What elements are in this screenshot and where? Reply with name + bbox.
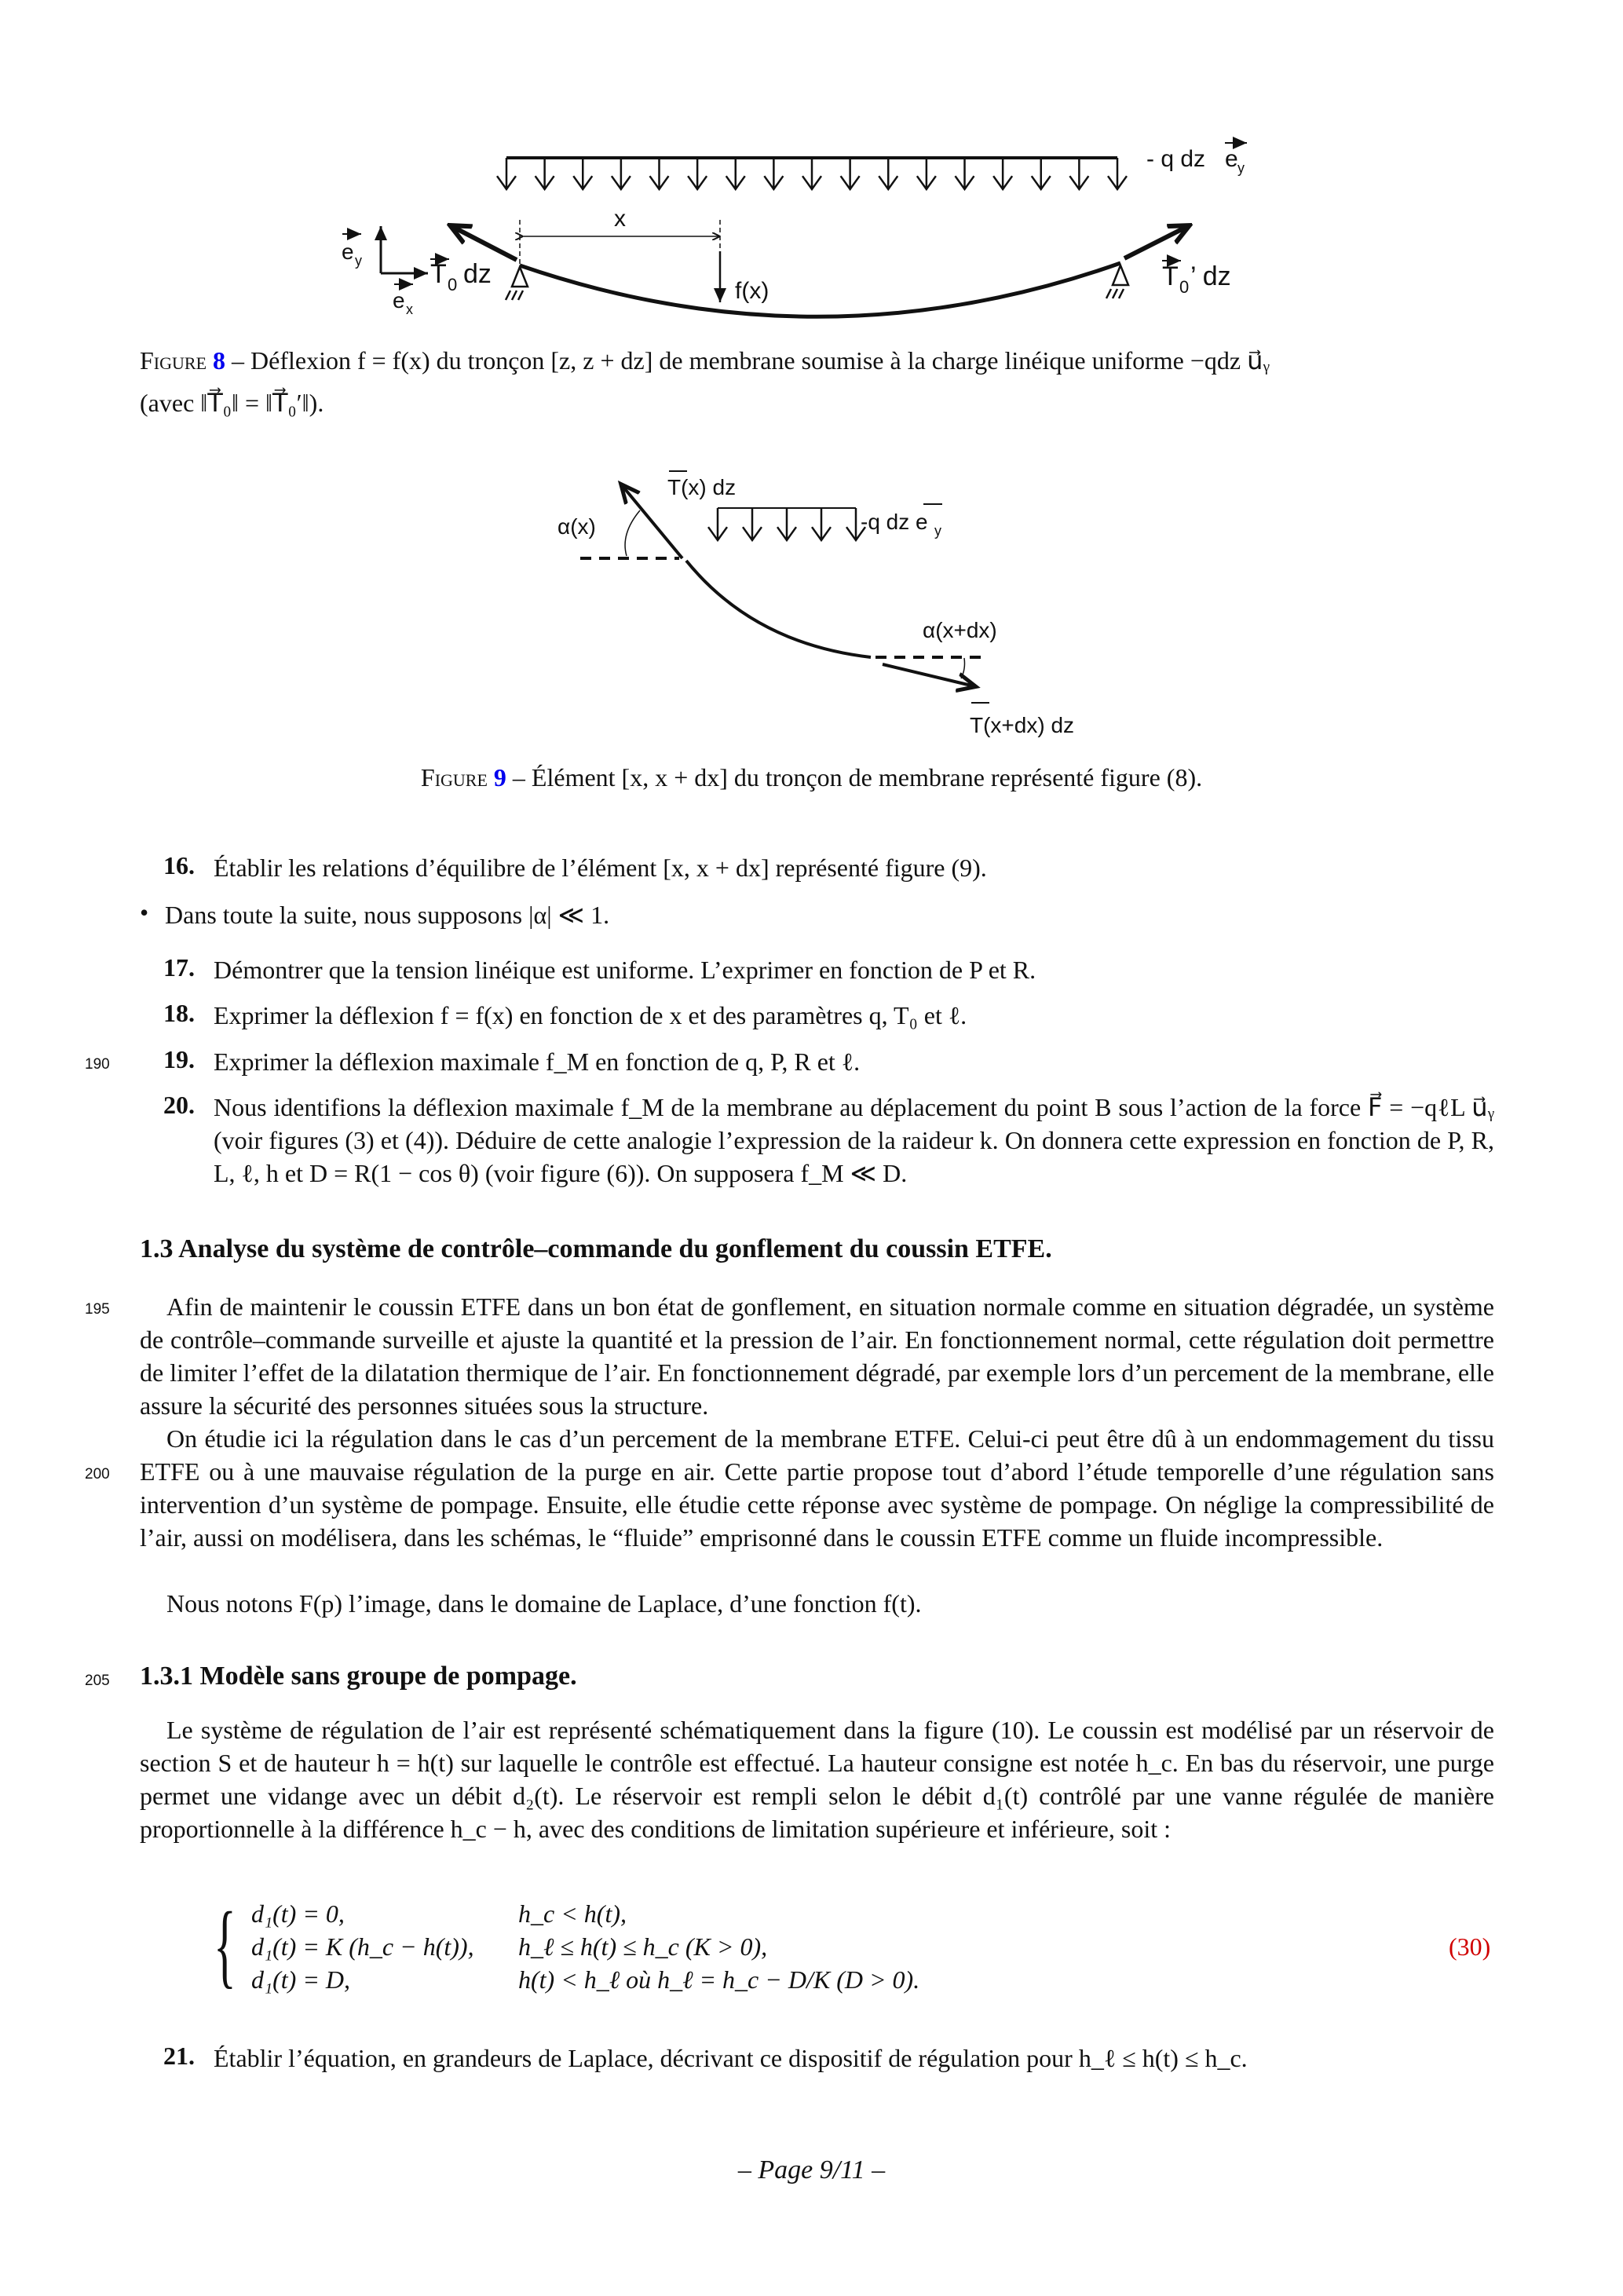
line-number: 200	[85, 1466, 110, 1483]
svg-text:’ dz: ’ dz	[1190, 261, 1231, 291]
T0-label: T	[430, 259, 447, 289]
question-number: 20.	[163, 1091, 195, 1119]
section-heading-1-3-1: 1.3.1 Modèle sans groupe de pompage.	[140, 1662, 577, 1691]
assumption-text: Dans toute la suite, nous supposons |α| ≪ 1.	[165, 901, 610, 929]
svg-text:T(x) dz: T(x) dz	[667, 475, 737, 499]
alpha-x-label: α(x)	[557, 514, 596, 539]
equation-row: d₁(t) = D,	[251, 1965, 351, 1994]
load-arrow	[650, 158, 669, 189]
question-20: Nous identifions la déflexion maximale f_M de la membrane au déplacement du point B sous l’action de la force F⃗ = −qℓL u⃗ᵧ (voir figures (3) et (4)). Déduire de cette analogie l’expression de la raideur k. On donnera cette expression en fonction de P, R, L, ℓ, h et D = R(1 − cos θ) (voir figure (6)). On supposera f_M ≪ D.	[214, 1093, 1494, 1187]
load-arrow	[536, 158, 554, 189]
page-footer: – Page 9/11 –	[737, 2155, 886, 2184]
equation-condition: h(t) < h_ℓ où h_ℓ = h_c − D/K (D > 0).	[518, 1965, 920, 1994]
paragraph: Le système de régulation de l’air est représenté schématiquement dans la figure (10). Le coussin est modélisé par un réservoir de section S et de hauteur h = h(t) sur laquelle le contrôle est effectué. La hauteur consigne est notée h_c. En bas du réservoir, une purge permet une vidange avec un débit d₂(t). Le réservoir est rempli selon le débit d₁(t) contrôlé par une vanne régulée de manière proportionnelle à la différence h_c − h, avec des conditions de limitation supérieure et inférieure, soit :	[140, 1716, 1494, 1843]
alpha-xdx-label: α(x+dx)	[923, 618, 997, 642]
figure-9-diagram	[550, 463, 1099, 746]
bullet: •	[140, 898, 149, 927]
question-21: Établir l’équation, en grandeurs de Laplace, décrivant ce dispositif de régulation pour h_ℓ ≤ h(t) ≤ h_c.	[214, 2044, 1248, 2072]
svg-text:T(x+dx) dz: T(x+dx) dz	[970, 713, 1075, 737]
load-arrow	[1108, 158, 1127, 189]
line-number: 190	[85, 1056, 110, 1073]
svg-text:y: y	[355, 253, 362, 269]
load-arrow	[777, 508, 796, 540]
load-arrow	[688, 158, 707, 189]
line-number: 205	[85, 1673, 110, 1689]
equation-condition: h_c < h(t),	[518, 1899, 627, 1928]
paragraph: Afin de maintenir le coussin ETFE dans un bon état de gonflement, en situation normale comme en situation dégradée, un système de contrôle–commande surveille et ajuste la quantité et la pression de l’air. En fonctionnement normal, cette régulation doit permettre de limiter l’effet de la dilatation thermique de l’air. En fonctionnement dégradé, par exemple lors d’un percement de la membrane, elle assure la sécurité des personnes situées sous la structure.	[140, 1292, 1494, 1420]
svg-text:e: e	[1225, 146, 1238, 172]
svg-text:dz: dz	[463, 259, 492, 289]
question-number: 16.	[163, 851, 195, 879]
load-arrow	[812, 508, 831, 540]
question-number: 19.	[163, 1045, 195, 1073]
svg-text:y: y	[1237, 160, 1245, 176]
svg-text:e: e	[393, 288, 405, 313]
load-arrow	[612, 158, 631, 189]
svg-text:e: e	[342, 239, 354, 264]
load-arrow	[497, 158, 516, 189]
svg-text:x: x	[614, 206, 626, 232]
equation-row: d₁(t) = 0,	[251, 1899, 345, 1928]
load-arrow	[993, 158, 1012, 189]
figure-9-caption: Figure 9 – Élément [x, x + dx] du tronçon de membrane représenté figure (8).	[420, 763, 1203, 792]
figure-8-caption: Figure 8 – Déflexion f = f(x) du tronçon [z, z + dz] de membrane soumise à la charge linéique uniforme −qdz u⃗ᵧ (avec ‖T⃗₀‖ = ‖T⃗₀′‖).	[140, 346, 1270, 417]
svg-text:x: x	[406, 302, 413, 317]
load-arrow	[573, 158, 592, 189]
distributed-load-arrows	[708, 508, 865, 540]
figure-8-diagram	[330, 133, 1272, 338]
section-heading-1-3: 1.3 Analyse du système de contrôle–commande du gonflement du coussin ETFE.	[140, 1234, 1052, 1263]
question-number: 17.	[163, 953, 195, 982]
load-arrow	[917, 158, 936, 189]
paragraph: On étudie ici la régulation dans le cas d’un percement de la membrane ETFE. Celui-ci peut être dû à un endommagement du tissu ETFE ou à une mauvaise régulation de la purge en air. Cette partie propose tout d’abord l’étude temporelle d’une régulation sans intervention d’un système de pompage. Ensuite, elle étudie cette réponse avec système de pompage. On néglige la compressibilité de l’air, aussi on modélisera, dans les schémas, le “fluide” emprisonné dans le coussin ETFE comme un fluide incompressible.	[140, 1424, 1494, 1552]
load-arrow	[879, 158, 897, 189]
load-arrow	[802, 158, 821, 189]
figure-8-link[interactable]: 8	[213, 346, 226, 375]
brace: {	[214, 1892, 236, 1997]
question-17: Démontrer que la tension linéique est uniforme. L’exprimer en fonction de P et R.	[214, 956, 1036, 984]
svg-text:0: 0	[1179, 277, 1190, 297]
distributed-load-arrows	[497, 158, 1127, 189]
load-arrow	[1032, 158, 1051, 189]
svg-text:y: y	[934, 523, 941, 539]
load-arrow	[841, 158, 860, 189]
load-label: - q dz	[1146, 146, 1206, 172]
question-19: Exprimer la déflexion maximale f_M en fonction de q, P, R et ℓ.	[214, 1047, 861, 1076]
svg-text:-q dz e: -q dz e	[861, 510, 928, 534]
line-number: 195	[85, 1301, 110, 1318]
load-arrow	[956, 158, 974, 189]
svg-text:T: T	[1162, 261, 1179, 291]
load-arrow	[1069, 158, 1088, 189]
svg-text:0: 0	[448, 275, 458, 294]
svg-text:f(x): f(x)	[735, 278, 769, 304]
figure-9-link[interactable]: 9	[493, 763, 506, 792]
question-number: 18.	[163, 999, 195, 1027]
equation-condition: h_ℓ ≤ h(t) ≤ h_c (K > 0),	[518, 1932, 768, 1961]
question-18: Exprimer la déflexion f = f(x) en fonction de x et des paramètres q, T₀ et ℓ.	[214, 1001, 967, 1029]
equation-row: d₁(t) = K (h_c − h(t)),	[251, 1932, 474, 1961]
load-arrow	[743, 508, 762, 540]
load-arrow	[764, 158, 783, 189]
equation-number[interactable]: (30)	[1449, 1932, 1491, 1961]
load-arrow	[708, 508, 727, 540]
question-16: Établir les relations d’équilibre de l’élément [x, x + dx] représenté figure (9).	[214, 854, 987, 882]
load-arrow	[726, 158, 745, 189]
paragraph: Nous notons F(p) l’image, dans le domaine de Laplace, d’une fonction f(t).	[166, 1589, 922, 1618]
question-number: 21.	[163, 2042, 195, 2070]
